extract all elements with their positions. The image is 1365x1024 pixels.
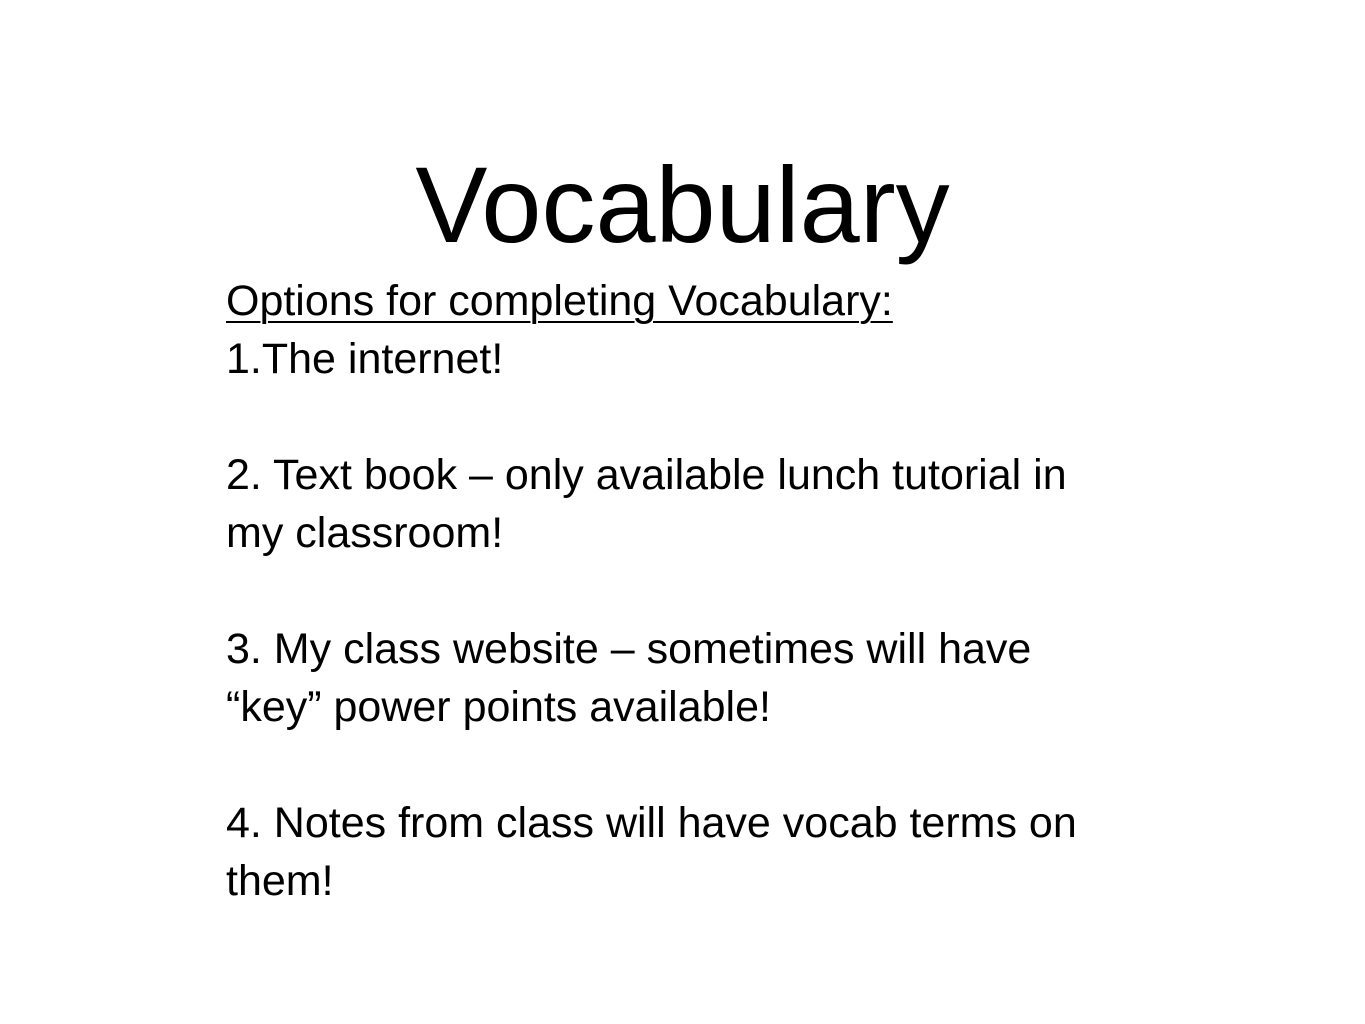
option-1-line-1: 1.The internet! (226, 335, 504, 383)
option-4-line-1: 4. Notes from class will have vocab terms on (226, 799, 1077, 847)
spacer (226, 562, 1236, 620)
spacer (226, 736, 1236, 794)
option-2-line-1: 2. Text book – only available lunch tutorial in (226, 451, 1067, 499)
option-4-line-2: them! (226, 857, 334, 905)
option-3-line-1: 3. My class website – sometimes will have (226, 625, 1032, 673)
options-heading: Options for completing Vocabulary: (226, 277, 893, 325)
spacer (226, 388, 1236, 446)
option-2-line-2: my classroom! (226, 509, 504, 557)
slide-body (226, 272, 1236, 910)
option-3-line-2: “key” power points available! (226, 683, 771, 731)
slide-title: Vocabulary (415, 144, 950, 265)
